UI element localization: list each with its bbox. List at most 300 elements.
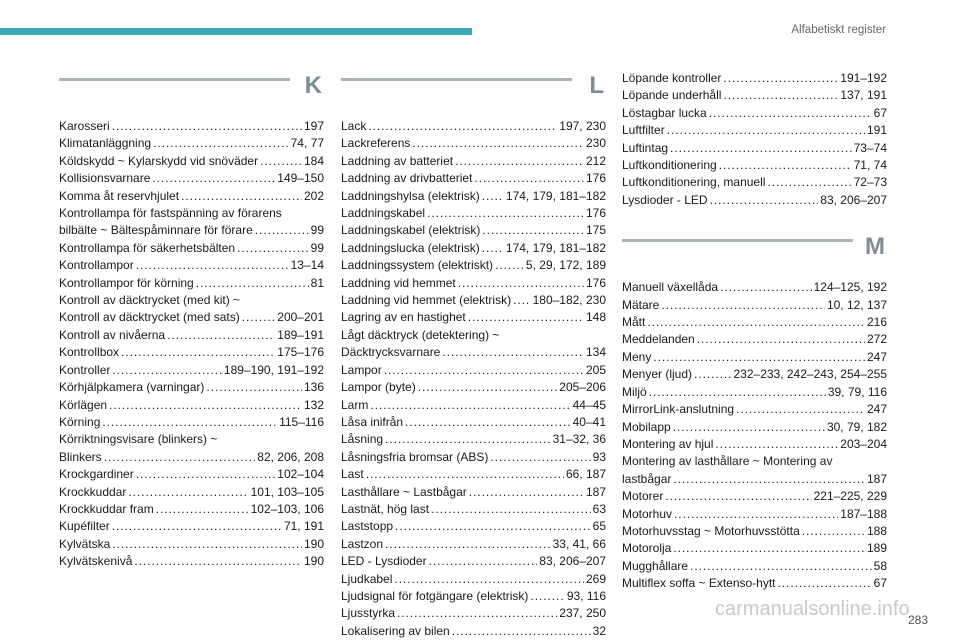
- index-page-ref: 237, 250: [559, 606, 606, 621]
- dot-leader: [405, 414, 571, 431]
- index-page-ref: 190: [303, 554, 324, 569]
- index-list-m: [622, 279, 887, 592]
- index-entry: [341, 205, 606, 222]
- index-term: Kollisionsvarnare: [59, 171, 151, 186]
- index-entry: [622, 349, 887, 366]
- index-entry: [59, 466, 324, 483]
- index-page-ref: 216: [866, 315, 887, 330]
- dot-leader: [694, 366, 731, 383]
- dot-leader: [242, 309, 276, 326]
- index-entry: [622, 87, 887, 104]
- dot-leader: [442, 344, 584, 361]
- dot-leader: [134, 553, 302, 570]
- index-entry: [59, 536, 324, 553]
- dot-leader: [670, 140, 852, 157]
- index-term: Motorhuv: [622, 506, 673, 521]
- index-term: Lagring av en hastighet: [341, 310, 466, 325]
- index-entry: [622, 105, 887, 122]
- index-term: Motorer: [622, 489, 664, 504]
- dot-leader: [452, 623, 591, 640]
- dot-leader: [395, 518, 591, 535]
- index-page-ref: 115–116: [279, 414, 324, 429]
- index-entry: [341, 275, 606, 292]
- index-term: Miljö: [622, 384, 647, 399]
- index-page-ref: 124–125, 192: [813, 280, 887, 295]
- dot-leader: [121, 344, 275, 361]
- index-entry: [341, 118, 606, 135]
- index-page-ref: 176: [585, 171, 606, 186]
- index-page-ref: 212: [585, 153, 606, 168]
- index-page-ref: 101, 103–105: [250, 484, 324, 499]
- index-entry: [341, 309, 606, 326]
- index-page-ref: 5, 29, 172, 189: [525, 258, 606, 273]
- index-page-ref: 137, 191: [840, 88, 887, 103]
- index-entry: [341, 501, 606, 518]
- dot-leader: [394, 571, 584, 588]
- dot-leader: [495, 257, 524, 274]
- index-entry: [341, 397, 606, 414]
- dot-leader: [427, 205, 584, 222]
- dot-leader: [482, 188, 504, 205]
- index-entry: [622, 140, 887, 157]
- index-term: Mätare: [622, 297, 660, 312]
- dot-leader: [368, 118, 557, 135]
- index-page-ref: 132: [303, 397, 324, 412]
- dot-leader: [482, 240, 504, 257]
- index-term: Klimatanläggning: [59, 136, 152, 151]
- index-page-ref: 247: [866, 349, 887, 364]
- index-entry: [341, 466, 606, 483]
- index-term: Däcktrycksvarnare: [341, 345, 441, 360]
- index-entry: [341, 257, 606, 274]
- index-page-ref: 189–191: [277, 327, 324, 342]
- dot-leader: [260, 153, 302, 170]
- index-page-ref: 175–176: [277, 345, 324, 360]
- dot-leader: [412, 135, 584, 152]
- index-page-ref: 58: [873, 558, 887, 573]
- index-term: Multiflex soffa ~ Extenso-hytt: [622, 576, 776, 591]
- index-term: Manuell växellåda: [622, 280, 719, 295]
- index-entry: [59, 188, 324, 205]
- dot-leader: [469, 484, 584, 501]
- index-page-ref: 187–188: [840, 506, 887, 521]
- index-term: Körning: [59, 414, 101, 429]
- index-page-ref: 189–190, 191–192: [223, 362, 324, 377]
- index-page-ref: 71, 191: [283, 519, 324, 534]
- index-entry: [341, 553, 606, 570]
- index-page-ref: 63: [592, 501, 606, 516]
- index-page-ref: 93: [592, 449, 606, 464]
- index-term: Löstagbar lucka: [622, 105, 707, 120]
- index-page-ref: 71, 74: [853, 158, 887, 173]
- index-term: Komma åt reservhjulet: [59, 188, 180, 203]
- index-term: Kontrollbox: [59, 345, 120, 360]
- index-entry: [59, 257, 324, 274]
- index-entry: [59, 344, 324, 361]
- index-term: Lasthållare ~ Lastbågar: [341, 484, 467, 499]
- index-page-ref: 149–150: [277, 171, 324, 186]
- index-list-k: [59, 118, 324, 571]
- index-entry: [341, 362, 606, 379]
- dot-leader: [167, 327, 275, 344]
- index-page-ref: 102–104: [277, 467, 324, 482]
- index-entry: [622, 174, 887, 191]
- index-entry: [341, 449, 606, 466]
- index-entry: [622, 436, 887, 453]
- dot-leader: [690, 558, 872, 575]
- index-entry: [59, 553, 324, 570]
- index-page-ref: 13–14: [290, 258, 324, 273]
- index-term: bilbälte ~ Bältespåminnare för förare: [59, 223, 253, 238]
- dot-leader: [385, 431, 551, 448]
- index-page-ref: 134: [585, 345, 606, 360]
- index-entry: [622, 70, 887, 87]
- index-column-3: [622, 70, 887, 593]
- dot-leader: [102, 414, 277, 431]
- index-entry: [622, 506, 887, 523]
- index-term: Laddningskabel: [341, 206, 426, 221]
- index-page-ref: 184: [303, 153, 324, 168]
- index-page-ref: 93, 116: [566, 588, 606, 603]
- index-page-ref: 73–74: [853, 140, 887, 155]
- index-term: Last: [341, 467, 364, 482]
- index-page-ref: 202: [303, 188, 324, 203]
- index-page-ref: 72–73: [853, 175, 887, 190]
- index-page-ref: 174, 179, 181–182: [505, 240, 606, 255]
- index-entry: [341, 135, 606, 152]
- index-page-ref: 65: [592, 519, 606, 534]
- page-number: 283: [907, 613, 928, 627]
- index-entry: [341, 571, 606, 588]
- watermark: carmanualsonline.info: [715, 598, 910, 620]
- dot-leader: [665, 488, 811, 505]
- index-entry: [622, 157, 887, 174]
- index-entry: [622, 401, 887, 418]
- index-page-ref: 247: [866, 402, 887, 417]
- section-divider: [341, 78, 572, 81]
- index-page-ref: 176: [585, 275, 606, 290]
- index-term: Lysdioder - LED: [622, 192, 708, 207]
- index-term: Meddelanden: [622, 332, 695, 347]
- dot-leader: [673, 419, 825, 436]
- index-term: Löpande underhåll: [622, 88, 722, 103]
- index-page-ref: 175: [585, 223, 606, 238]
- page-header-title: Alfabetiskt register: [791, 24, 886, 36]
- dot-leader: [667, 122, 865, 139]
- index-term: lastbågar: [622, 471, 672, 486]
- index-page-ref: 180–182, 230: [532, 293, 606, 308]
- index-entry: [59, 414, 324, 431]
- index-term: Lampor: [341, 362, 382, 377]
- index-page-ref: 203–204: [840, 436, 887, 451]
- dot-leader: [674, 506, 838, 523]
- index-column-1: [59, 72, 324, 571]
- dot-leader: [397, 605, 557, 622]
- index-entry: [341, 292, 606, 309]
- index-term: Kontroll av nivåerna: [59, 327, 166, 342]
- dot-leader: [429, 553, 538, 570]
- index-page-ref: 190: [303, 536, 324, 551]
- dot-leader: [136, 257, 289, 274]
- index-entry: [622, 297, 887, 314]
- dot-leader: [719, 157, 852, 174]
- index-page-ref: 176: [585, 206, 606, 221]
- index-entry: [341, 170, 606, 187]
- index-entry-prefix: Kontroll av däcktrycket (med kit) ~: [59, 293, 241, 308]
- index-term: Menyer (ljud): [622, 367, 693, 382]
- index-page-ref: 205: [585, 362, 606, 377]
- index-page-ref: 33, 41, 66: [552, 536, 606, 551]
- index-term: Löpande kontroller: [622, 71, 722, 85]
- dot-leader: [474, 170, 584, 187]
- index-term: Luftfilter: [622, 123, 665, 138]
- dot-leader: [513, 292, 531, 309]
- index-entry: [341, 188, 606, 205]
- index-entry: [59, 170, 324, 187]
- index-page-ref: 269: [585, 571, 606, 586]
- dot-leader: [370, 397, 570, 414]
- index-term: Låsa inifrån: [341, 414, 404, 429]
- section-letter: K: [304, 72, 322, 99]
- dot-leader: [385, 536, 551, 553]
- dot-leader: [673, 540, 865, 557]
- section-letter: L: [589, 72, 604, 99]
- index-term: Motorhuvsstag ~ Motorhuvsstötta: [622, 523, 800, 538]
- index-entry: [622, 366, 887, 383]
- dot-leader: [653, 349, 865, 366]
- index-page-ref: 83, 206–207: [539, 554, 606, 569]
- dot-leader: [153, 135, 289, 152]
- index-entry: [341, 623, 606, 640]
- dot-leader: [723, 70, 838, 87]
- dot-leader: [136, 466, 276, 483]
- index-page-ref: 31–32, 36: [552, 432, 606, 447]
- dot-leader: [778, 575, 872, 592]
- index-entry: [341, 240, 606, 257]
- dot-leader: [709, 105, 872, 122]
- index-entry: [59, 397, 324, 414]
- index-list-l: [341, 118, 606, 640]
- index-entry: [622, 488, 887, 505]
- index-term: Kylvätskenivå: [59, 554, 133, 569]
- dot-leader: [530, 588, 564, 605]
- index-page-ref: 82, 206, 208: [257, 449, 324, 464]
- index-entry: [341, 153, 606, 170]
- index-entry: [59, 327, 324, 344]
- index-term: Mobilapp: [622, 419, 671, 434]
- index-page-ref: 32: [592, 623, 606, 638]
- index-term: Laddningskabel (elektrisk): [341, 223, 481, 238]
- index-entry: [59, 118, 324, 135]
- section-header-k: [59, 72, 324, 108]
- dot-leader: [366, 466, 564, 483]
- index-entry: [59, 275, 324, 292]
- dot-leader: [720, 279, 812, 296]
- dot-leader: [649, 384, 826, 401]
- index-page-ref: 74, 77: [290, 136, 324, 151]
- dot-leader: [112, 536, 302, 553]
- index-term: Kontroll av däcktrycket (med sats): [59, 310, 240, 325]
- dot-leader: [767, 174, 851, 191]
- dot-leader: [802, 523, 865, 540]
- index-entry-prefix: Montering av lasthållare ~ Montering av: [622, 454, 833, 469]
- index-list-l-continued: [622, 70, 887, 209]
- index-term: Lastzon: [341, 536, 384, 551]
- index-page-ref: 191–192: [840, 71, 887, 85]
- index-term: Motorolja: [622, 541, 672, 556]
- index-term: Kontrollampa för säkerhetsbälten: [59, 240, 236, 255]
- index-page-ref: 30, 79, 182: [826, 419, 887, 434]
- dot-leader: [384, 362, 584, 379]
- dot-leader: [482, 222, 584, 239]
- index-page-ref: 200–201: [277, 310, 324, 325]
- dot-leader: [128, 484, 248, 501]
- index-entry: [341, 344, 606, 361]
- index-page-ref: 187: [585, 484, 606, 499]
- index-page-ref: 102–103, 106: [250, 501, 324, 516]
- index-entry: [59, 501, 324, 518]
- dot-leader: [715, 436, 838, 453]
- index-term: Körhjälpkamera (varningar): [59, 380, 205, 395]
- dot-leader: [431, 501, 591, 518]
- index-page-ref: 99: [310, 223, 324, 238]
- index-term: Låsning: [341, 432, 384, 447]
- index-entry-prefix: Körriktningsvisare (blinkers) ~: [59, 432, 218, 447]
- dot-leader: [112, 362, 222, 379]
- index-term: MirrorLink-anslutning: [622, 402, 735, 417]
- dot-leader: [255, 222, 309, 239]
- index-term: Laddningslucka (elektrisk): [341, 240, 480, 255]
- dot-leader: [647, 314, 865, 331]
- index-term: Mugghållare: [622, 558, 689, 573]
- index-entry-prefix: Kontrollampa för fastspänning av förarens: [59, 206, 282, 221]
- index-entry: [622, 279, 887, 296]
- index-column-2: [341, 72, 606, 640]
- index-page-ref: 67: [873, 105, 887, 120]
- index-page-ref: 205–206: [559, 380, 606, 395]
- index-page-ref: 191: [866, 123, 887, 138]
- dot-leader: [673, 471, 865, 488]
- index-entry-prefix: Lågt däcktryck (detektering) ~: [341, 327, 500, 342]
- index-page-ref: 148: [585, 310, 606, 325]
- index-entry: [341, 431, 606, 448]
- index-entry: [341, 484, 606, 501]
- index-term: Laddningshylsa (elektrisk): [341, 188, 480, 203]
- index-term: Lastnät, hög last: [341, 501, 430, 516]
- index-term: Kupéfilter: [59, 519, 110, 534]
- dot-leader: [458, 275, 584, 292]
- index-page-ref: 44–45: [572, 397, 606, 412]
- index-term: Luftkonditionering: [622, 158, 717, 173]
- section-header-m: [622, 233, 887, 269]
- index-page-ref: 197, 230: [559, 119, 606, 133]
- index-term: LED - Lysdioder: [341, 554, 427, 569]
- dot-leader: [109, 397, 302, 414]
- dot-leader: [418, 379, 558, 396]
- dot-leader: [723, 87, 838, 104]
- dot-leader: [112, 518, 282, 535]
- index-entry: [622, 314, 887, 331]
- index-entry: [622, 558, 887, 575]
- index-entry: [59, 518, 324, 535]
- dot-leader: [152, 170, 275, 187]
- index-term: Lokalisering av bilen: [341, 623, 450, 638]
- index-entry: [59, 449, 324, 466]
- dot-leader: [112, 118, 302, 135]
- index-term: Kontrollampor: [59, 258, 134, 273]
- index-entry: [622, 384, 887, 401]
- index-term: Ljudsignal för fotgängare (elektrisk): [341, 588, 529, 603]
- dot-leader: [206, 379, 302, 396]
- index-entry: [622, 331, 887, 348]
- index-term: Lampor (byte): [341, 380, 416, 395]
- index-term: Kontrollampor för körning: [59, 275, 194, 290]
- index-term: Mått: [622, 315, 646, 330]
- dot-leader: [661, 297, 825, 314]
- index-entry: [59, 240, 324, 257]
- dot-leader: [490, 449, 590, 466]
- dot-leader: [181, 188, 302, 205]
- index-page-ref: 189: [866, 541, 887, 556]
- index-page-ref: 83, 206–207: [820, 192, 887, 207]
- index-term: Meny: [622, 349, 652, 364]
- index-term: Laddning vid hemmet (elektrisk): [341, 293, 512, 308]
- index-entry: [341, 536, 606, 553]
- index-term: Lack: [341, 119, 367, 133]
- header-accent-bar: [0, 28, 472, 35]
- index-entry: [622, 192, 887, 209]
- index-page-ref: 99: [310, 240, 324, 255]
- index-term: Laststopp: [341, 519, 394, 534]
- index-entry: [341, 379, 606, 396]
- index-term: Laddning av drivbatteriet: [341, 171, 473, 186]
- index-page-ref: 136: [303, 380, 324, 395]
- index-entry: [59, 379, 324, 396]
- section-divider: [59, 78, 290, 81]
- index-term: Larm: [341, 397, 369, 412]
- index-entry: [341, 414, 606, 431]
- index-page-ref: 66, 187: [565, 467, 606, 482]
- index-term: Krockkuddar: [59, 484, 127, 499]
- index-term: Låsningsfria bromsar (ABS): [341, 449, 489, 464]
- index-term: Blinkers: [59, 449, 102, 464]
- dot-leader: [196, 275, 309, 292]
- index-term: Laddningssystem (elektriskt): [341, 258, 494, 273]
- index-page-ref: 187: [866, 471, 887, 486]
- index-page-ref: 230: [585, 136, 606, 151]
- section-letter: M: [865, 233, 885, 261]
- index-term: Luftintag: [622, 140, 669, 155]
- index-entry: [622, 523, 887, 540]
- dot-leader: [468, 309, 584, 326]
- dot-leader: [710, 192, 819, 209]
- index-page-ref: 188: [866, 523, 887, 538]
- index-page-ref: 272: [866, 332, 887, 347]
- index-entry: [341, 518, 606, 535]
- dot-leader: [736, 401, 865, 418]
- index-term: Laddning vid hemmet: [341, 275, 456, 290]
- dot-leader: [156, 501, 249, 518]
- index-entry: [59, 362, 324, 379]
- index-term: Montering av hjul: [622, 436, 714, 451]
- section-divider: [622, 239, 853, 242]
- index-page-ref: 221–225, 229: [813, 489, 887, 504]
- index-entry: [622, 419, 887, 436]
- index-term: Körlägen: [59, 397, 108, 412]
- index-entry: [59, 484, 324, 501]
- index-page-ref: 197: [303, 119, 324, 133]
- index-entry: [622, 122, 887, 139]
